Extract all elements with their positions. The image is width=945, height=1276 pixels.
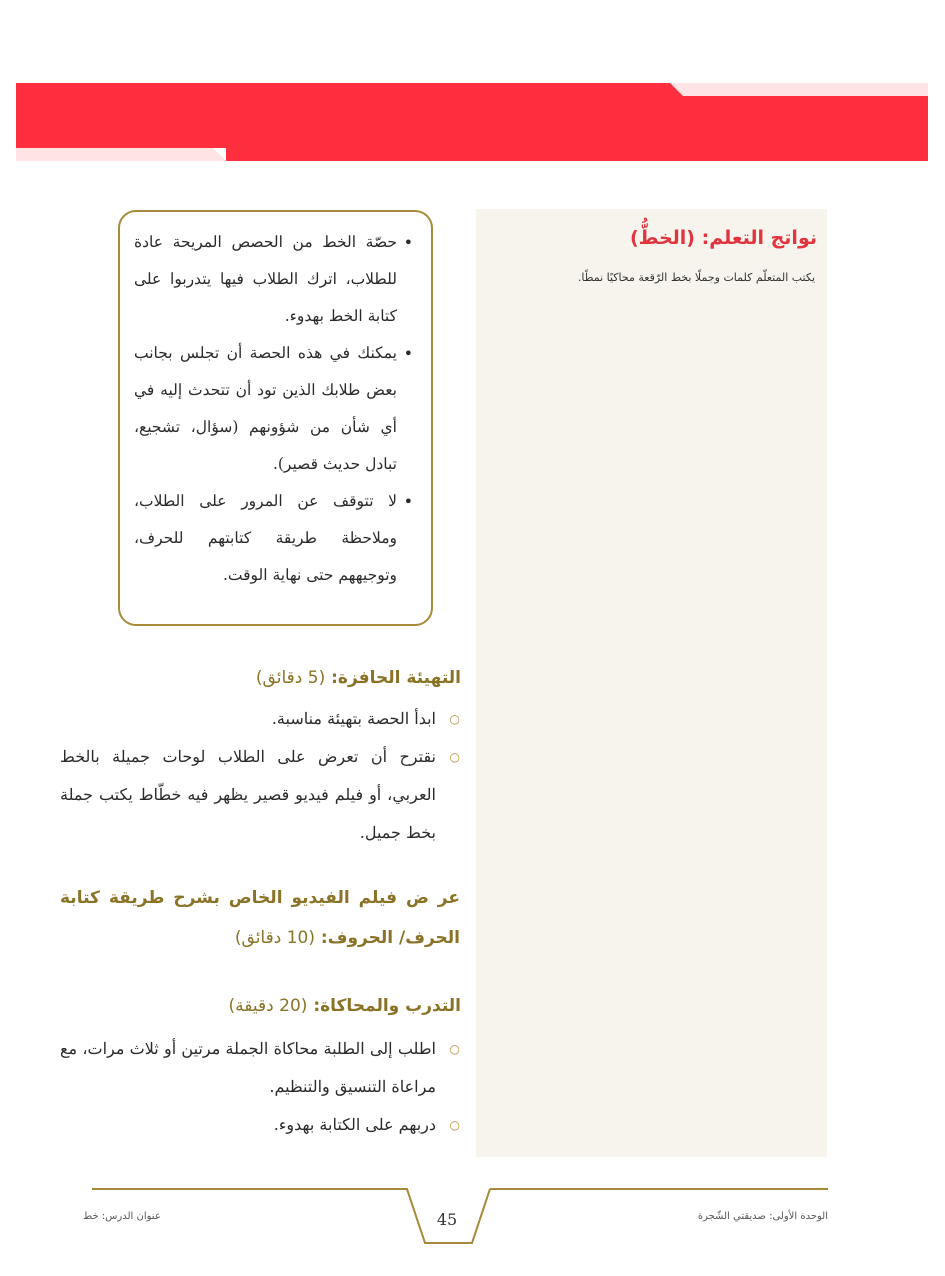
learning-outcomes-panel <box>476 209 827 1157</box>
tip-item <box>134 483 413 594</box>
learning-outcomes-title: نواتج التعلم: (الخطُّ) <box>629 227 817 249</box>
page-number: 45 <box>436 1210 458 1229</box>
tip-item <box>134 224 413 335</box>
warmup-item-text: ابدأ الحصة بتهيئة مناسبة. <box>271 709 436 728</box>
practice-item <box>60 1106 460 1144</box>
practice-item <box>60 1030 460 1106</box>
ring-bullet-icon: ○ <box>449 1042 460 1056</box>
warmup-item-text: نقترح أن تعرض على الطلاب لوحات جميلة بالخط العربي، أو فيلم فيديو قصير يظهر فيه خطّاط يكتب جملة بخط جميل. <box>60 747 436 842</box>
teacher-tips-box <box>118 210 433 626</box>
tip-text: يمكنك في هذه الحصة أن تجلس بجانب بعض طلابك الذين تود أن تتحدث إليه في أي شأن من شؤونهم (سؤال، تشجيع، تبادل حديث قصير). <box>134 344 397 473</box>
ring-bullet-icon: ○ <box>449 750 460 764</box>
bullet-dot-icon: • <box>403 344 413 363</box>
practice-title: التدرب والمحاكاة: <box>313 996 461 1016</box>
practice-duration: (20 دقيقة) <box>228 996 308 1016</box>
practice-list <box>60 1030 460 1144</box>
learning-outcomes-text: يكتب المتعلّم كلمات وجملًا بخط الرّقعة محاكيًا نمطًا. <box>577 271 815 284</box>
video-section-heading <box>60 878 460 958</box>
banner-pink-strip-bottom <box>16 148 226 161</box>
footer-unit-title: الوحدة الأولى: صديقتي الشّجرة <box>697 1211 828 1222</box>
header-banner <box>0 0 945 175</box>
practice-item-text: دربهم على الكتابة بهدوء. <box>273 1115 436 1134</box>
teacher-tips-list <box>134 224 413 594</box>
banner-red-bottom <box>226 148 928 161</box>
tip-text: لا تتوقف عن المرور على الطلاب، وملاحظة طريقة كتابتهم للحرف، وتوجيههم حتى نهاية الوقت. <box>134 492 397 584</box>
practice-item-text: اطلب إلى الطلبة محاكاة الجملة مرتين أو ثلاث مرات، مع مراعاة التنسيق والتنظيم. <box>60 1039 436 1096</box>
footer-lesson-title: عنوان الدرس: خط <box>83 1211 161 1222</box>
ring-bullet-icon: ○ <box>449 712 460 726</box>
banner-pink-strip-top <box>670 83 928 96</box>
warmup-heading <box>256 668 461 688</box>
bullet-dot-icon: • <box>403 233 413 252</box>
warmup-list <box>60 700 460 852</box>
ring-bullet-icon: ○ <box>449 1118 460 1132</box>
warmup-title: التهيئة الحافزة: <box>331 668 461 688</box>
bullet-dot-icon: • <box>403 492 413 511</box>
video-section-duration: (10 دقائق) <box>234 928 315 948</box>
video-section-title: عر ض فيلم الفيديو الخاص بشرح طريقة كتابة الحرف/ الحروف: <box>60 888 460 948</box>
warmup-item <box>60 700 460 738</box>
warmup-item <box>60 738 460 852</box>
tip-item <box>134 335 413 483</box>
tip-text: حصّة الخط من الحصص المريحة عادة للطلاب، اترك الطلاب فيها يتدربوا على كتابة الخط بهدوء. <box>134 233 397 325</box>
warmup-duration: (5 دقائق) <box>255 668 326 688</box>
practice-heading <box>229 996 461 1016</box>
